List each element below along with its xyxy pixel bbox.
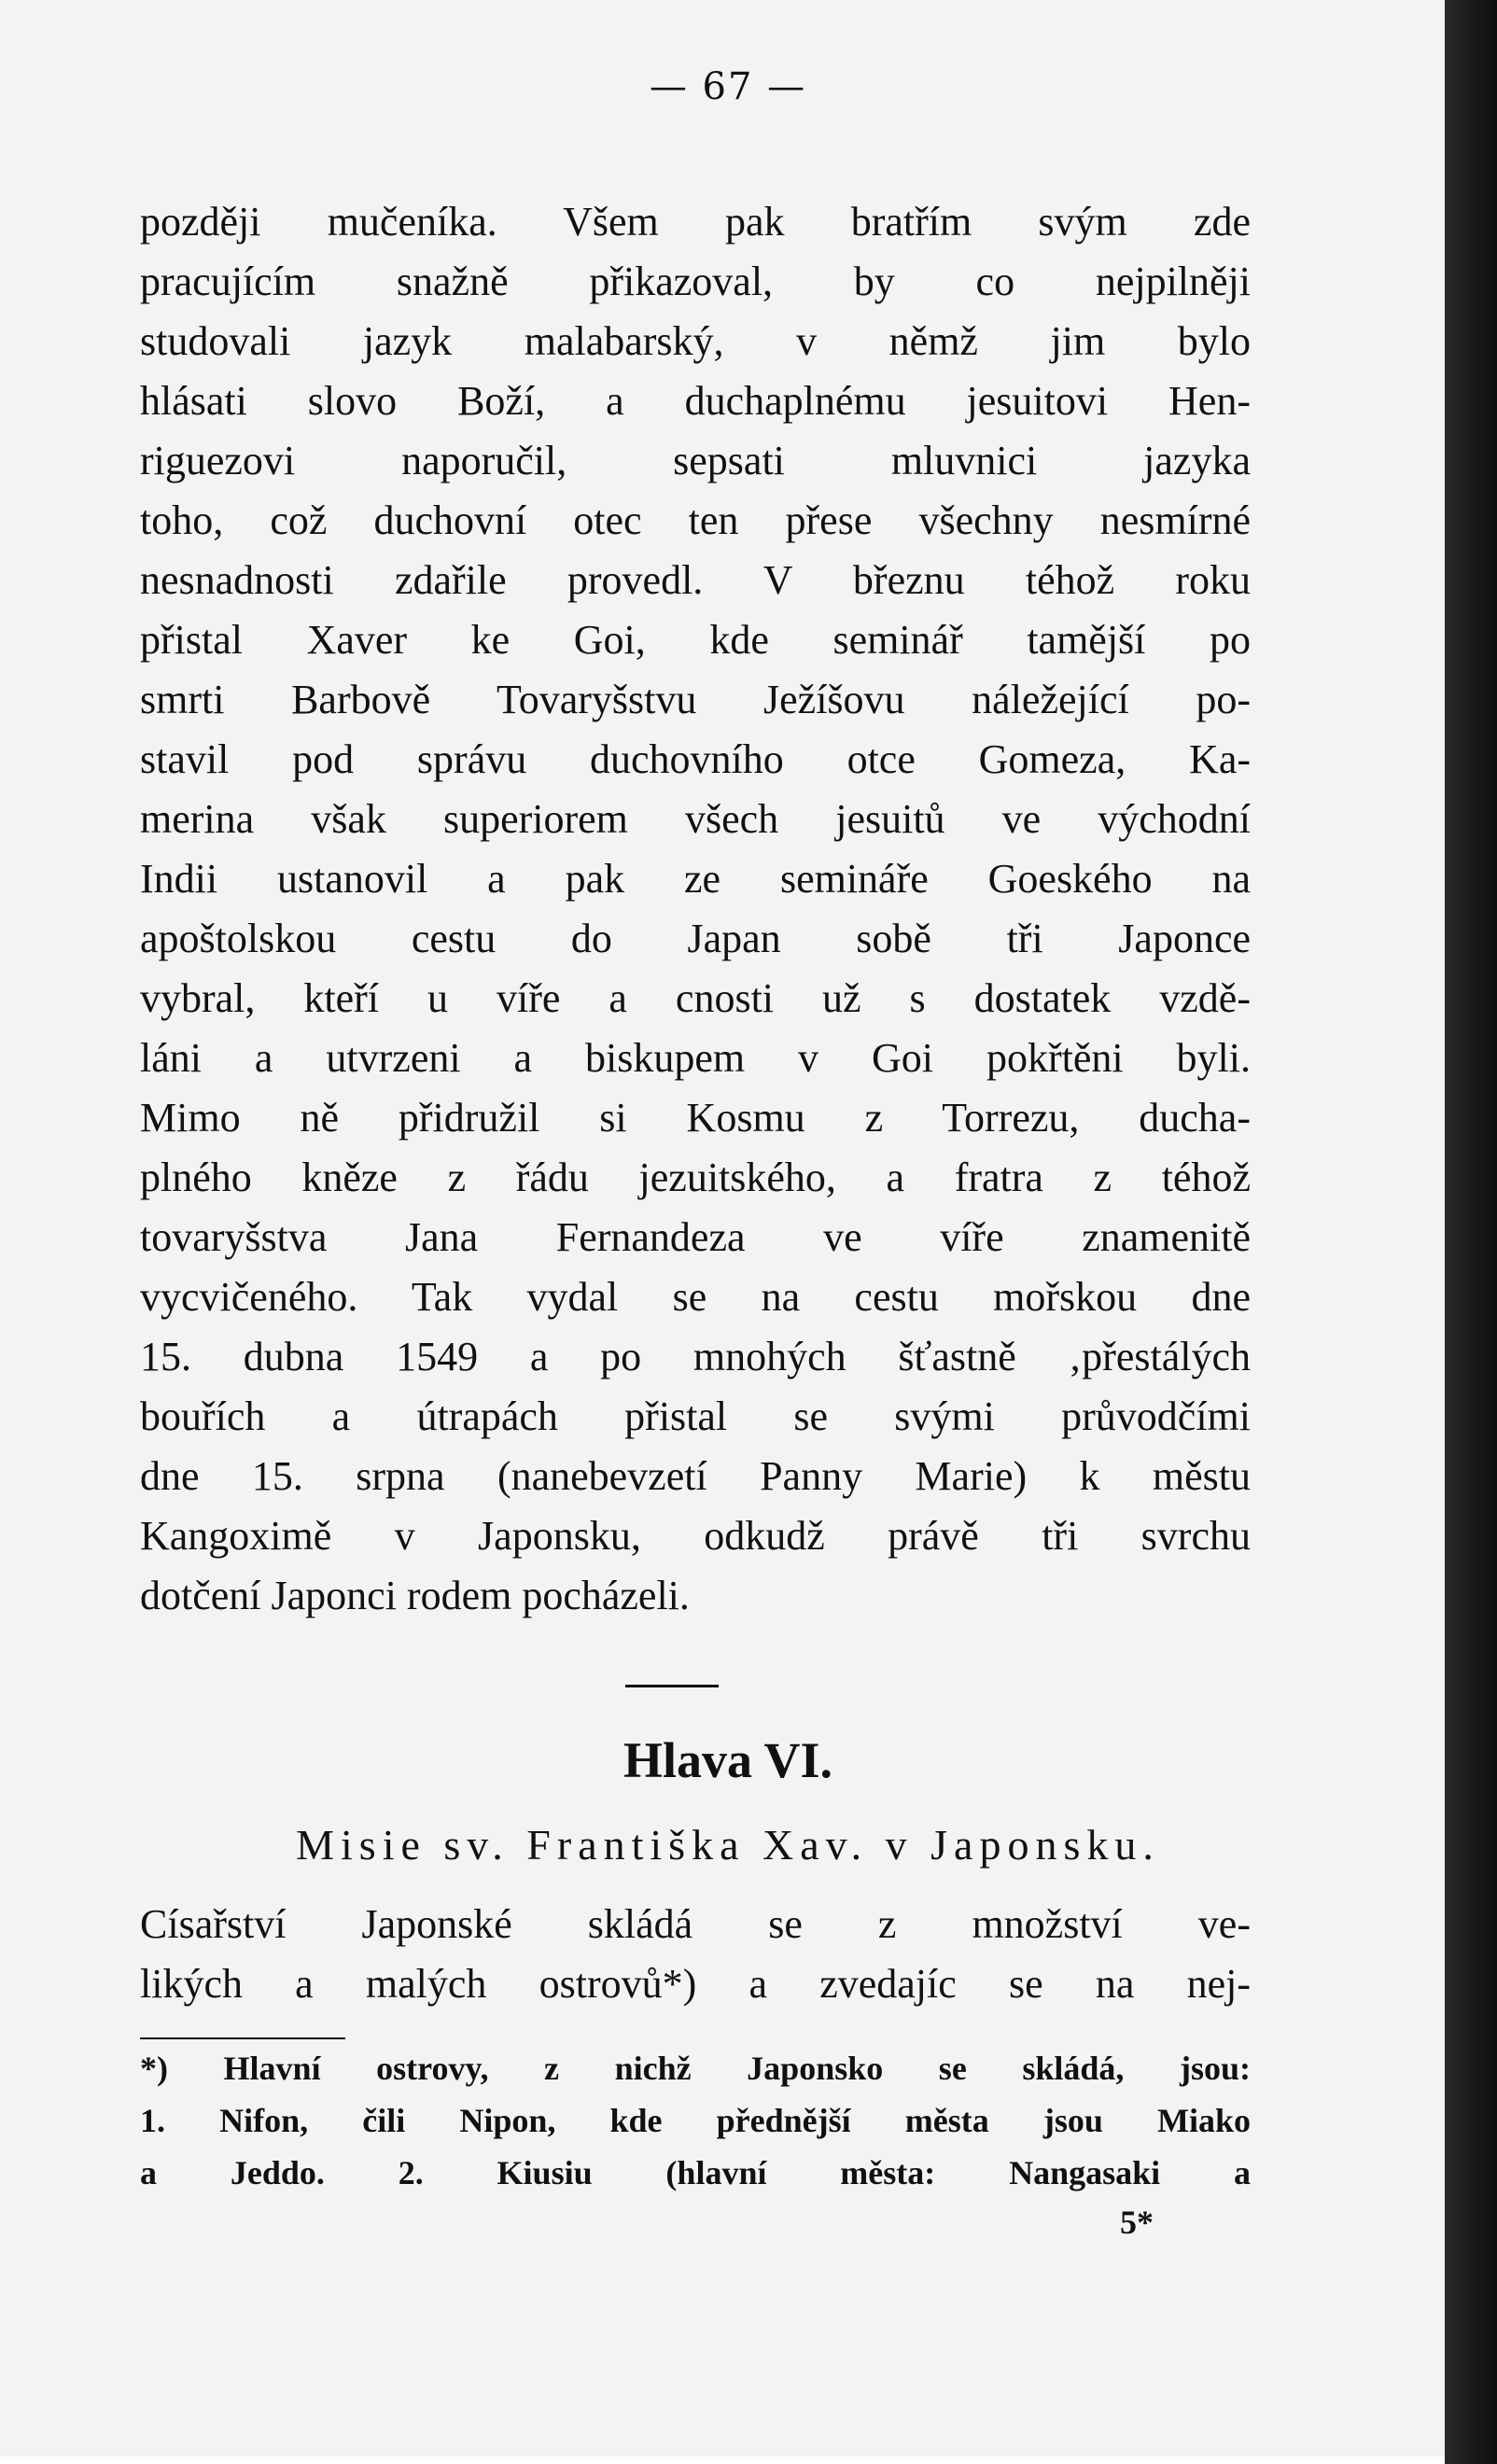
- text-line: dotčení Japonci rodem pocházeli.: [140, 1573, 690, 1618]
- signature-mark: 5*: [1120, 2204, 1154, 2241]
- text-line: stavil pod správu duchovního otce Gomeza, Ka-: [140, 736, 1251, 782]
- text-line: přistal Xaver ke Goi, kde seminář tamější po: [140, 617, 1251, 663]
- text-line: láni a utvrzeni a biskupem v Goi pokřtěni byli.: [140, 1035, 1251, 1081]
- text-line: plného kněze z řádu jezuitského, a fratra z téhož: [140, 1155, 1251, 1200]
- text-line: riguezovi naporučil, sepsati mluvnici jazyka: [140, 438, 1251, 483]
- page-number: — 67 —: [649, 65, 807, 108]
- footnote-rule: [140, 2037, 345, 2039]
- footnote-line: *) Hlavní ostrovy, z nichž Japonsko se skládá, jsou:: [140, 2050, 1251, 2087]
- text-line: merina však superiorem všech jesuitů ve východní: [140, 796, 1251, 842]
- chapter-subtitle: Misie sv. Františka Xav. v Japonsku.: [296, 1821, 1160, 1869]
- footnote-line: a Jeddo. 2. Kiusiu (hlavní města: Nangasaki a: [140, 2154, 1251, 2191]
- text-line: Mimo ně přidružil si Kosmu z Torrezu, ducha-: [140, 1095, 1251, 1141]
- text-line: Císařství Japonské skládá se z množství ve-: [140, 1901, 1251, 1947]
- chapter-text: [140, 1895, 1251, 2014]
- book-spine-shadow: [1445, 0, 1497, 2464]
- text-line: bouřích a útrapách přistal se svými průvodčími: [140, 1393, 1251, 1439]
- text-line: tovaryšstva Jana Fernandeza ve víře znamenitě: [140, 1214, 1251, 1260]
- chapter-title: Hlava VI.: [623, 1732, 833, 1788]
- text-line: vybral, kteří u víře a cnosti už s dostatek vzdě-: [140, 975, 1251, 1021]
- text-line: apoštolskou cestu do Japan sobě tři Japonce: [140, 916, 1251, 961]
- text-line: likých a malých ostrovů*) a zvedajíc se na nej-: [140, 1961, 1251, 2007]
- text-line: Indii ustanovil a pak ze semináře Goeského na: [140, 856, 1251, 902]
- footnotes: [140, 2042, 1251, 2199]
- text-line: studovali jazyk malabarský, v němž jim bylo: [140, 318, 1251, 364]
- section-divider: [625, 1685, 719, 1687]
- text-line: později mučeníka. Všem pak bratřím svým zde: [140, 199, 1251, 245]
- text-line: pracujícím snažně přikazoval, by co nejpilněji: [140, 259, 1251, 304]
- text-line: vycvičeného. Tak vydal se na cestu mořskou dne: [140, 1274, 1251, 1320]
- text-line: dne 15. srpna (nanebevzetí Panny Marie) k městu: [140, 1453, 1251, 1499]
- text-line: Kangoximě v Japonsku, odkudž právě tři svrchu: [140, 1513, 1251, 1559]
- text-line: toho, což duchovní otec ten přese všechny nesmírné: [140, 497, 1251, 543]
- footnote-line: 1. Nifon, čili Nipon, kde přednější města jsou Miako: [140, 2102, 1251, 2139]
- text-line: hlásati slovo Boží, a duchaplnému jesuitovi Hen-: [140, 378, 1251, 424]
- body-text: [140, 192, 1251, 1626]
- text-line: nesnadnosti zdařile provedl. V březnu téhož roku: [140, 557, 1251, 603]
- text-line: 15. dubna 1549 a po mnohých šťastně ‚přestálých: [140, 1334, 1251, 1379]
- text-line: smrti Barbově Tovaryšstvu Ježíšovu náležející po-: [140, 677, 1251, 722]
